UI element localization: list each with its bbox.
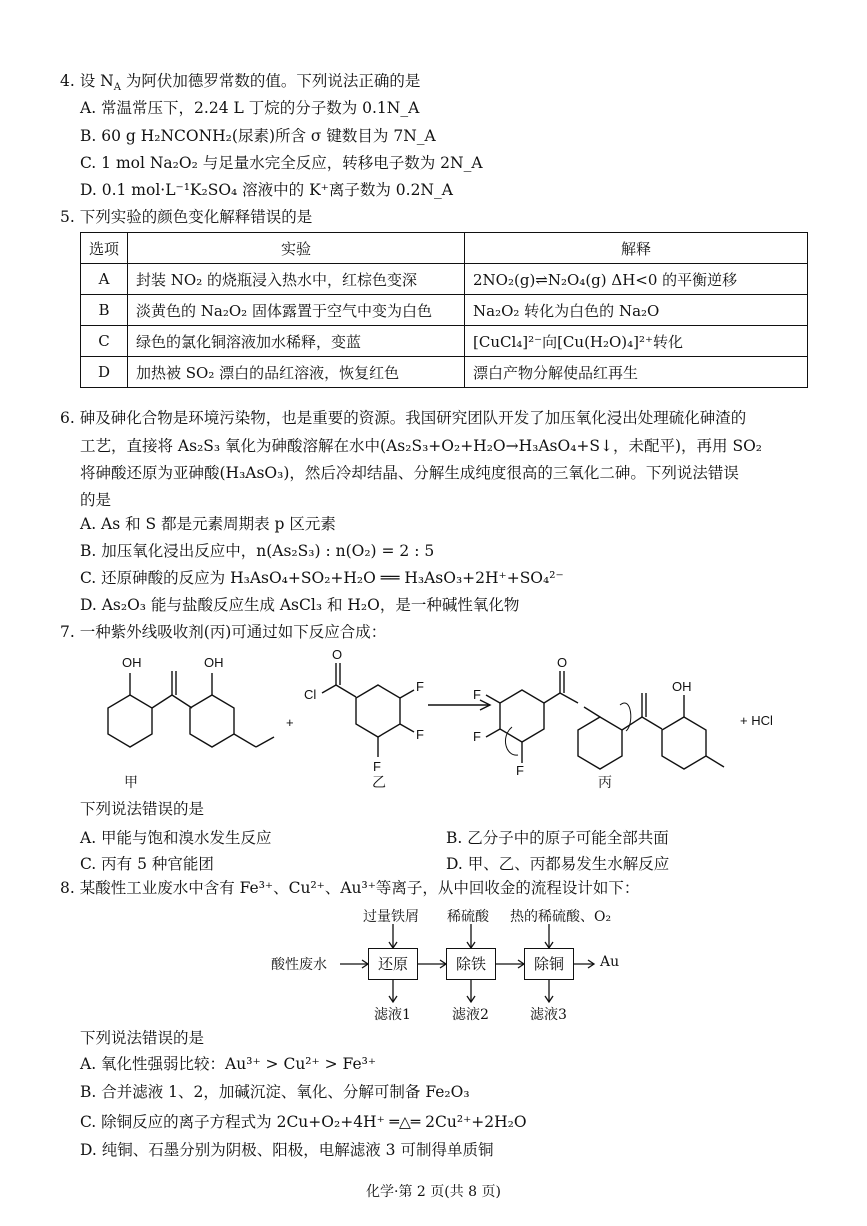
chem-label: F xyxy=(373,759,381,774)
compound-yi-label: 乙 xyxy=(372,775,386,791)
chem-label: OH xyxy=(122,655,142,670)
flow-filtrate-3: 滤液3 xyxy=(530,1007,567,1023)
q6-stem-line-3: 将砷酸还原为亚砷酸(H₃AsO₃)，然后冷却结晶、分解生成纯度很高的三氧化二砷。下列说法错误 xyxy=(80,464,739,482)
flow-output: Au xyxy=(600,954,620,970)
table-row xyxy=(81,357,808,388)
q8-option-b: B. 合并滤液 1、2，加碱沉淀、氧化、分解可制备 Fe₂O₃ xyxy=(80,1083,470,1101)
q4-option-c: C. 1 mol Na₂O₂ 与足量水完全反应，转移电子数为 2N_A xyxy=(80,154,483,172)
q4-option-b: B. 60 g H₂NCONH₂(尿素)所含 σ 键数目为 7N_A xyxy=(80,127,436,145)
q7-option-a: A. 甲能与饱和溴水发生反应 xyxy=(80,829,272,847)
chem-label: OH xyxy=(672,679,692,694)
chem-label: F xyxy=(416,679,424,694)
q7-option-d: D. 甲、乙、丙都易发生水解反应 xyxy=(446,855,670,873)
table-cell: A xyxy=(81,264,128,295)
q5-stem: 5. 下列实验的颜色变化解释错误的是 xyxy=(60,208,313,226)
q4-option-a: A. 常温常压下，2.24 L 丁烷的分子数为 0.1N_A xyxy=(80,99,420,117)
q6-option-a: A. As 和 S 都是元素周期表 p 区元素 xyxy=(80,515,336,533)
benzene-ring xyxy=(108,695,152,747)
q4-stem: 4. 设 $N_A$ 为阿伏加德罗常数的值。下列说法正确的是 xyxy=(60,72,421,94)
plus-sign: + xyxy=(286,715,294,730)
table-cell: 淡黄色的 Na₂O₂ 固体露置于空气中变为白色 xyxy=(128,295,465,326)
compound-bing-label: 丙 xyxy=(598,775,612,791)
chem-label: F xyxy=(516,763,524,778)
table-header: 选项 xyxy=(81,233,128,264)
flow-reagent-1: 过量铁屑 xyxy=(363,909,419,925)
q7-option-b: B. 乙分子中的原子可能全部共面 xyxy=(446,829,669,847)
flow-filtrate-2: 滤液2 xyxy=(452,1007,489,1023)
flow-step-reduce: 还原 xyxy=(368,948,418,980)
q6-stem-line-1: 6. 砷及砷化合物是环境污染物，也是重要的资源。我国研究团队开发了加压氧化浸出处理硫化砷渣的 xyxy=(60,409,747,427)
flow-reagent-2: 稀硫酸 xyxy=(447,909,489,925)
chem-label: Cl xyxy=(304,687,317,702)
table-cell: Na₂O₂ 转化为白色的 Na₂O xyxy=(465,295,808,326)
chem-label: OH xyxy=(204,655,224,670)
q6-stem-line-2: 工艺，直接将 As₂S₃ 氧化为砷酸溶解在水中(As₂S₃+O₂+H₂O→H₃AsO₄+S↓，未配平)，再用 SO₂ xyxy=(80,437,763,455)
chem-label: F xyxy=(473,729,481,744)
table-cell: 漂白产物分解使品红再生 xyxy=(465,357,808,388)
table-cell: C xyxy=(81,326,128,357)
table-cell: 2NO₂(g)⇌N₂O₄(g) ΔH<0 的平衡逆移 xyxy=(465,264,808,295)
table-row xyxy=(81,326,808,357)
q4-option-d: D. 0.1 mol·L⁻¹K₂SO₄ 溶液中的 K⁺离子数为 0.2N_A xyxy=(80,181,453,199)
q8-option-a: A. 氧化性强弱比较：Au³⁺ > Cu²⁺ > Fe³⁺ xyxy=(80,1055,377,1073)
q8-stem: 8. 某酸性工业废水中含有 Fe³⁺、Cu²⁺、Au³⁺等离子，从中回收金的流程设计如下： xyxy=(60,879,640,897)
flow-step-remove-copper: 除铜 xyxy=(524,948,574,980)
chem-label: O xyxy=(332,647,343,662)
benzene-ring xyxy=(578,717,622,769)
flow-reagent-3: 热的稀硫酸、O₂ xyxy=(510,909,612,925)
table-row xyxy=(81,295,808,326)
q6-option-d: D. As₂O₃ 能与盐酸反应生成 AsCl₃ 和 H₂O，是一种碱性氧化物 xyxy=(80,596,520,614)
table-cell: 加热被 SO₂ 漂白的品红溶液，恢复红色 xyxy=(128,357,465,388)
table-cell: [CuCl₄]²⁻向[Cu(H₂O)₄]²⁺转化 xyxy=(465,326,808,357)
benzene-ring xyxy=(356,685,400,737)
compound-jia-label: 甲 xyxy=(124,775,138,791)
q6-option-b: B. 加压氧化浸出反应中，n(As₂S₃) : n(O₂) = 2 : 5 xyxy=(80,542,435,560)
table-header: 解释 xyxy=(465,233,808,264)
q7-stem: 7. 一种紫外线吸收剂(丙)可通过如下反应合成： xyxy=(60,623,387,641)
flow-input: 酸性废水 xyxy=(271,957,327,973)
table-cell: 封装 NO₂ 的烧瓶浸入热水中，红棕色变深 xyxy=(128,264,465,295)
q8-question: 下列说法错误的是 xyxy=(80,1029,205,1047)
hcl-label: + HCl xyxy=(740,713,773,728)
page-footer: 化学·第 2 页(共 8 页) xyxy=(366,1184,501,1200)
q6-stem-line-4: 的是 xyxy=(80,491,112,509)
q8-option-d: D. 纯铜、石墨分别为阴极、阳极，电解滤液 3 可制得单质铜 xyxy=(80,1141,494,1159)
chem-label: F xyxy=(473,687,481,702)
benzene-ring xyxy=(662,717,706,769)
benzene-ring xyxy=(190,695,234,747)
table-cell: B xyxy=(81,295,128,326)
table-cell: D xyxy=(81,357,128,388)
chem-label: F xyxy=(416,727,424,742)
table-row xyxy=(81,264,808,295)
q5-table xyxy=(80,232,808,388)
table-cell: 绿色的氯化铜溶液加水稀释，变蓝 xyxy=(128,326,465,357)
q7-question: 下列说法错误的是 xyxy=(80,800,205,818)
table-header-row xyxy=(81,233,808,264)
q8-option-c: C. 除铜反应的离子方程式为 2Cu+O₂+4H⁺ ═△═ 2Cu²⁺+2H₂O xyxy=(80,1113,527,1131)
flow-filtrate-1: 滤液1 xyxy=(374,1007,411,1023)
q7-option-c: C. 丙有 5 种官能团 xyxy=(80,855,214,873)
table-header: 实验 xyxy=(128,233,465,264)
q6-option-c: C. 还原砷酸的反应为 H₃AsO₄+SO₂+H₂O ══ H₃AsO₃+2H⁺+SO₄²⁻ xyxy=(80,569,564,587)
chem-label: O xyxy=(557,655,568,670)
q7-reaction-diagram xyxy=(60,645,820,805)
flow-step-remove-iron: 除铁 xyxy=(446,948,496,980)
